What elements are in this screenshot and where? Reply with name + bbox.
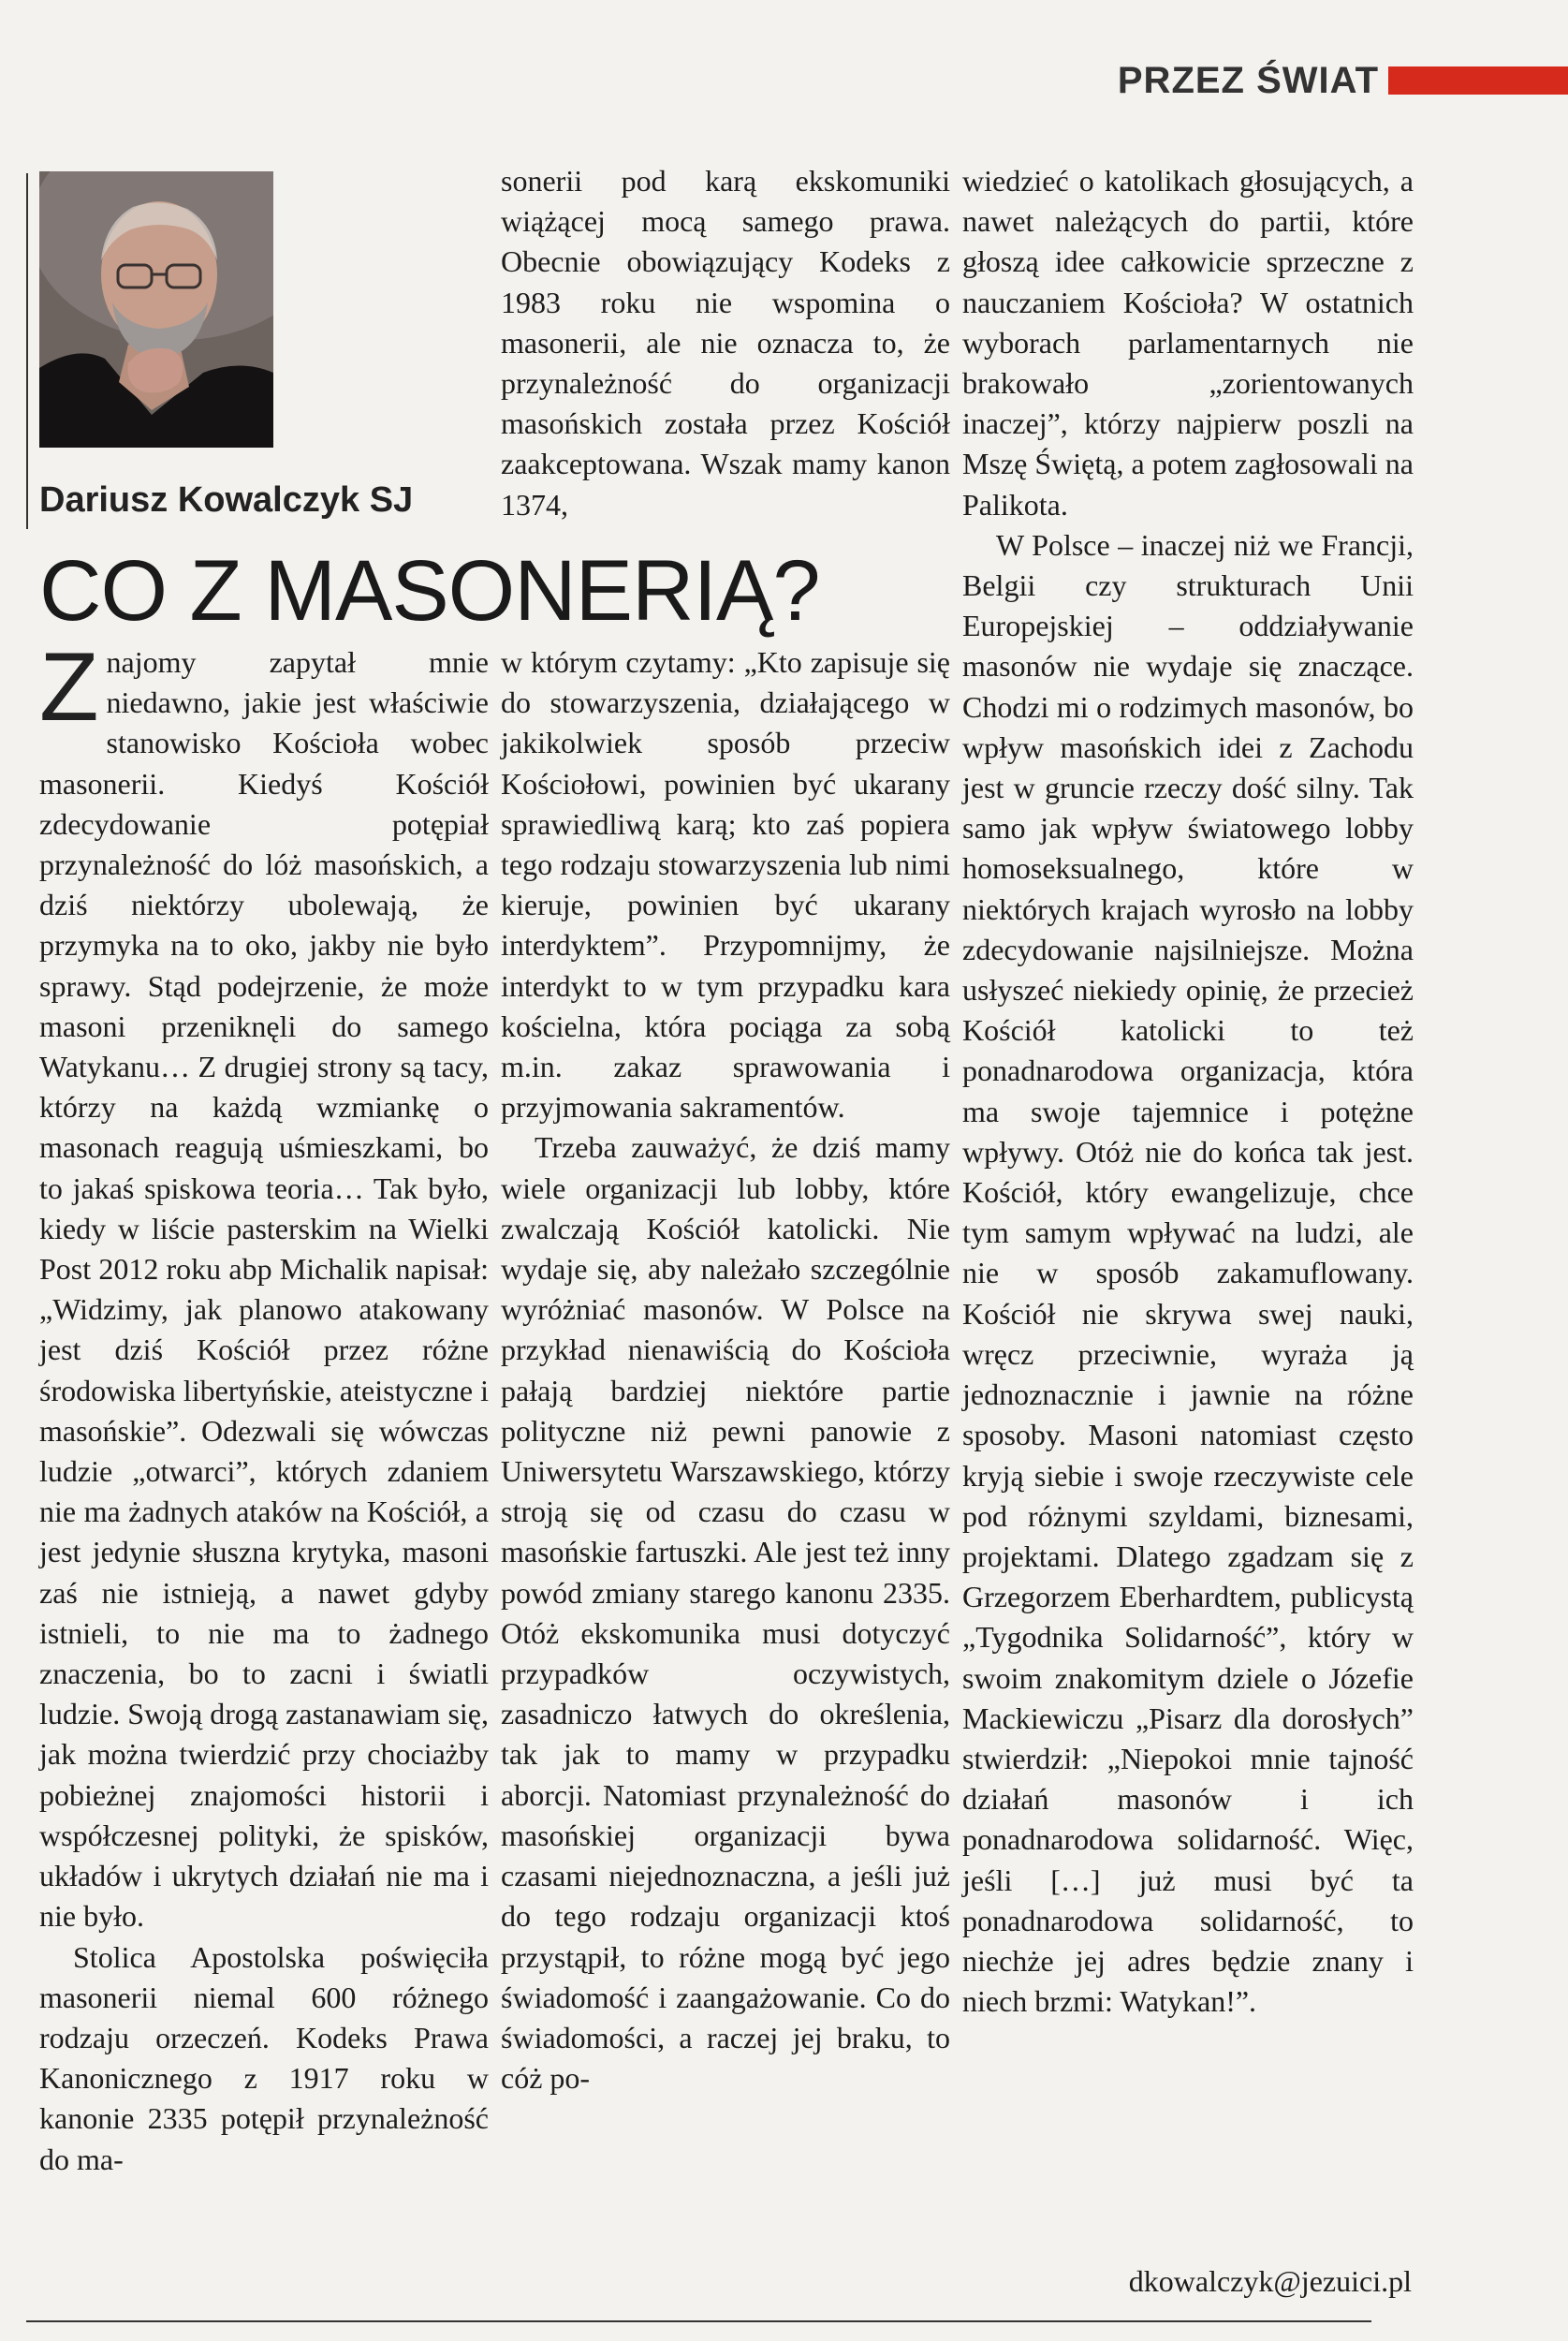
paragraph: Stolica Apostolska poświęciła masonerii niemal 600 różnego rodzaju orzeczeń. Kodeks Prawa Kanonicznego z 1917 roku w kanonie 2335 potępił przynależność do ma- (39, 1939, 489, 2176)
article-headline: CO Z MASONERIĄ? (39, 543, 820, 639)
article-column-2-top (501, 161, 950, 525)
paragraph: wiedzieć o katolikach głosujących, a nawet należących do partii, które głoszą idee całkowicie sprzeczne z nauczaniem Kościoła? W ostatnich wyborach parlamentarnych nie brakowało „zorientowanych inaczej”, którzy najpierw poszli na Mszę Świętą, a potem zagłosowali na Palikota. (962, 164, 1414, 522)
paragraph: W Polsce – inaczej niż we Francji, Belgii czy strukturach Unii Europejskiej – oddziaływanie masonów nie wydaje się znaczące. Chodzi mi o rodzimych masonów, bo wpływ masońskich idei z Zachodu jest w gruncie rzeczy dość silny. Tak samo jak wpływ światowego lobby homoseksualnego, które w niektórych krajach wyrosło na lobby zdecydowanie najsilniejsze. Można usłyszeć niekiedy opinię, że przecież Kościół katolicki to też ponadnarodowa organizacja, która ma swoje tajemnice i potężne wpływy. Otóż nie do końca tak jest. Kościół, który ewangelizuje, chce tym samym wpływać na ludzi, ale nie w sposób zakamuflowany. Kościół nie skrywa swej nauki, wręcz przeciwnie, wyraża ją jednoznacznie i jawnie na różne sposoby. Masoni natomiast często kryją siebie i swoje rzeczywiste cele pod różnymi szyldami, biznesami, projektami. Dlatego zgadzam się z Grzegorzem Eberhardtem, publicystą „Tygodnika Solidarność”, który w swoim znakomitym dziele o Józefie Mackiewiczu „Pisarz dla dorosłych” stwierdził: „Niepokoi mnie tajność działań masonów i ich ponadnarodowa solidarność. Więc, jeśli […] już musi być ta ponadnarodowa solidarność, to niechże jej adres będzie znany i niech brzmi: Watykan!”. (962, 527, 1414, 2019)
drop-cap: Z (39, 633, 99, 742)
paragraph: w którym czytamy: „Kto zapisuje się do stowarzyszenia, działającego w jakikolwiek sposób przeciw Kościołowi, powinien być ukarany sprawiedliwą karą; kto zaś popiera tego rodzaju stowarzyszenia lub nimi kieruje, powinien być ukarany interdyktem”. Przypomnijmy, że interdykt to w tym przypadku kara kościelna, która pociąga za sobą m.in. zakaz sprawowania i przyjmowania sakramentów. (501, 645, 950, 1125)
author-photo (39, 171, 273, 448)
article-column-1 (39, 633, 489, 2180)
section-header (1118, 54, 1568, 107)
section-accent-bar (1388, 66, 1568, 95)
left-vertical-rule (26, 173, 28, 529)
author-portrait-illustration (39, 171, 273, 448)
bottom-rule (26, 2320, 1371, 2322)
article-column-2-bottom (501, 642, 950, 2098)
author-name: Dariusz Kowalczyk SJ (39, 480, 414, 520)
article-column-3 (962, 161, 1414, 2022)
paragraph-text: najomy zapytał mnie niedawno, jakie jest właściwie stanowisko Kościoła wobec masonerii. Kiedyś Kościół zdecydowanie potępiał przynależność do lóż masońskich, a dziś niektórzy ubolewają, że przymyka na to oko, jakby nie było sprawy. Stąd podejrzenie, że może masoni przeniknęli do samego Watykanu… Z drugiej strony są tacy, którzy na każdą wzmiankę o masonach reagują uśmieszkami, bo to jakaś spiskowa teoria… Tak było, kiedy w liście pasterskim na Wielki Post 2012 roku abp Michalik napisał: „Widzimy, jak planowo atakowany jest dziś Kościół przez różne środowiska libertyńskie, ateistyczne i masońskie”. Odezwali się wówczas ludzie „otwarci”, których zdaniem nie ma żadnych ataków na Kościół, a jest jedynie słuszna krytyka, masoni zaś nie istnieją, a nawet gdyby istnieli, to nie ma to żadnego znaczenia, bo to zacni i światli ludzie. Swoją drogą zastanawiam się, jak można twierdzić przy chociażby pobieżnej znajomości historii i współczesnej polityki, że spisków, układów i ukrytych działań nie ma i nie było. (39, 645, 489, 1934)
paragraph (39, 633, 489, 1937)
paragraph: sonerii pod karą ekskomuniki wiążącej mocą samego prawa. Obecnie obowiązujący Kodeks z 1983 roku nie wspomina o masonerii, ale nie oznacza to, że przynależność do organizacji masońskich została przez Kościół zaakceptowana. Wszak mamy kanon 1374, (501, 164, 950, 522)
section-title: PRZEZ ŚWIAT (1117, 59, 1379, 101)
author-email: dkowalczyk@jezuici.pl (1128, 2264, 1412, 2298)
paragraph: Trzeba zauważyć, że dziś mamy wiele organizacji lub lobby, które zwalczają Kościół katolicki. Nie wydaje się, aby należało szczególnie wyróżniać masonów. W Polsce na przykład nienawiścią do Kościoła pałają bardziej niektóre partie polityczne niż pewni panowie z Uniwersytetu Warszawskiego, którzy stroją się od czasu do czasu w masońskie fartuszki. Ale jest też inny powód zmiany starego kanonu 2335. Otóż ekskomunika musi dotyczyć przypadków oczywistych, zasadniczo łatwych do określenia, tak jak to mamy w przypadku aborcji. Natomiast przynależność do masońskiej organizacji bywa czasami niejednoznaczna, a jeśli już do tego rodzaju organizacji ktoś przystąpił, to różne mogą być jego świadomość i zaangażowanie. Co do świadomości, a raczej jej braku, to cóż po- (501, 1130, 950, 2096)
